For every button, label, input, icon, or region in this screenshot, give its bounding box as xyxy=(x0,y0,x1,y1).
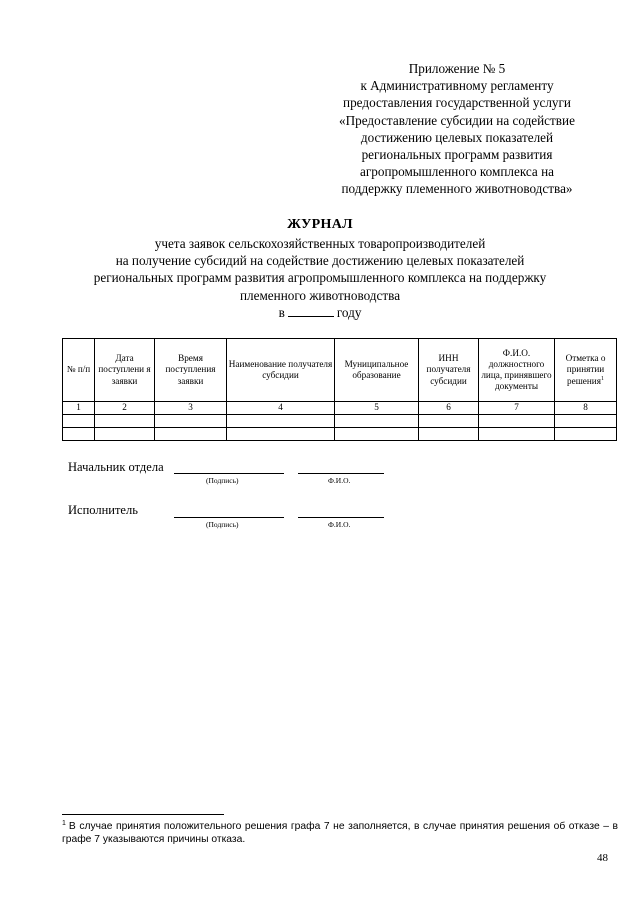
year-blank xyxy=(288,304,334,317)
table-cell xyxy=(155,415,227,428)
signature-label: Исполнитель xyxy=(68,503,138,517)
column-header-text: Отметка о принятии решения xyxy=(565,353,606,386)
footnote xyxy=(62,820,618,846)
table-row xyxy=(63,428,617,441)
column-number: 8 xyxy=(555,402,617,415)
column-header: ИНН получателя субсидии xyxy=(419,339,479,402)
year-suffix: году xyxy=(336,304,362,320)
appendix-line: агропромышленного комплекса на xyxy=(360,164,554,180)
column-header: Ф.И.О. должностного лица, принявшего документы xyxy=(479,339,555,402)
name-caption: Ф.И.О. xyxy=(328,520,351,529)
subtitle-line: учета заявок сельскохозяйственных товаропроизводителей xyxy=(154,236,486,251)
column-header: Муниципальное образование xyxy=(335,339,419,402)
journal-subtitle xyxy=(60,235,580,321)
signature-head xyxy=(68,460,398,490)
column-number: 5 xyxy=(335,402,419,415)
appendix-line: к Административному регламенту xyxy=(360,78,554,94)
appendix-header xyxy=(312,60,602,198)
appendix-line: предоставления государственной услуги xyxy=(343,95,571,111)
subtitle-line: региональных программ развития агропромышленного комплекса на поддержку xyxy=(93,270,547,286)
signature-executor xyxy=(68,503,398,533)
signature-caption: (Подпись) xyxy=(206,476,239,485)
signature-caption: (Подпись) xyxy=(206,520,239,529)
subtitle-line: племенного животноводства xyxy=(239,287,401,303)
signature-line xyxy=(174,516,284,518)
table-row xyxy=(63,415,617,428)
appendix-line: Приложение № 5 xyxy=(408,61,506,76)
year-prefix: в xyxy=(278,304,285,320)
table-cell xyxy=(419,415,479,428)
table-cell xyxy=(335,428,419,441)
column-header-decision xyxy=(555,339,617,402)
column-number: 2 xyxy=(95,402,155,415)
table-cell xyxy=(95,415,155,428)
table-cell xyxy=(227,415,335,428)
table-cell xyxy=(419,428,479,441)
name-line xyxy=(298,472,384,474)
column-number: 1 xyxy=(63,402,95,415)
page-number: 48 xyxy=(597,852,608,864)
column-number: 3 xyxy=(155,402,227,415)
appendix-line: «Предоставление субсидии на содействие xyxy=(339,112,575,128)
table-header-row xyxy=(63,339,617,402)
subtitle-line: на получение субсидий на содействие достижению целевых показателей xyxy=(115,253,525,269)
table-cell xyxy=(555,428,617,441)
name-line xyxy=(298,516,384,518)
footnote-ref: 1 xyxy=(600,375,604,382)
table-cell xyxy=(63,415,95,428)
table-cell xyxy=(227,428,335,441)
column-number: 6 xyxy=(419,402,479,415)
footnote-divider xyxy=(62,814,224,815)
table-cell xyxy=(335,415,419,428)
footnote-mark: 1 xyxy=(62,819,66,827)
table-cell xyxy=(479,415,555,428)
column-header: Время поступления заявки xyxy=(155,339,227,402)
signature-label: Начальник отдела xyxy=(68,460,164,474)
appendix-line: достижению целевых показателей xyxy=(360,129,554,145)
column-number: 4 xyxy=(227,402,335,415)
name-caption: Ф.И.О. xyxy=(328,476,351,485)
journal-table xyxy=(62,338,617,441)
column-header: Наименование получателя субсидии xyxy=(227,339,335,402)
year-line xyxy=(60,304,580,321)
appendix-line: региональных программ развития xyxy=(361,147,553,163)
column-header: № п/п xyxy=(63,339,95,402)
column-header: Дата поступлени я заявки xyxy=(95,339,155,402)
table-cell xyxy=(63,428,95,441)
appendix-line: поддержку племенного животноводства» xyxy=(341,181,573,197)
table-cell xyxy=(95,428,155,441)
journal-title: ЖУРНАЛ xyxy=(287,217,353,232)
column-number: 7 xyxy=(479,402,555,415)
table-cell xyxy=(555,415,617,428)
footnote-text: В случае принятия положительного решения графа 7 не заполняется, в случае принятия решения об отказе – в графе 7 указываются причины отказа. xyxy=(62,821,618,846)
table-cell xyxy=(155,428,227,441)
table-cell xyxy=(479,428,555,441)
signature-line xyxy=(174,472,284,474)
column-number-row xyxy=(63,402,617,415)
